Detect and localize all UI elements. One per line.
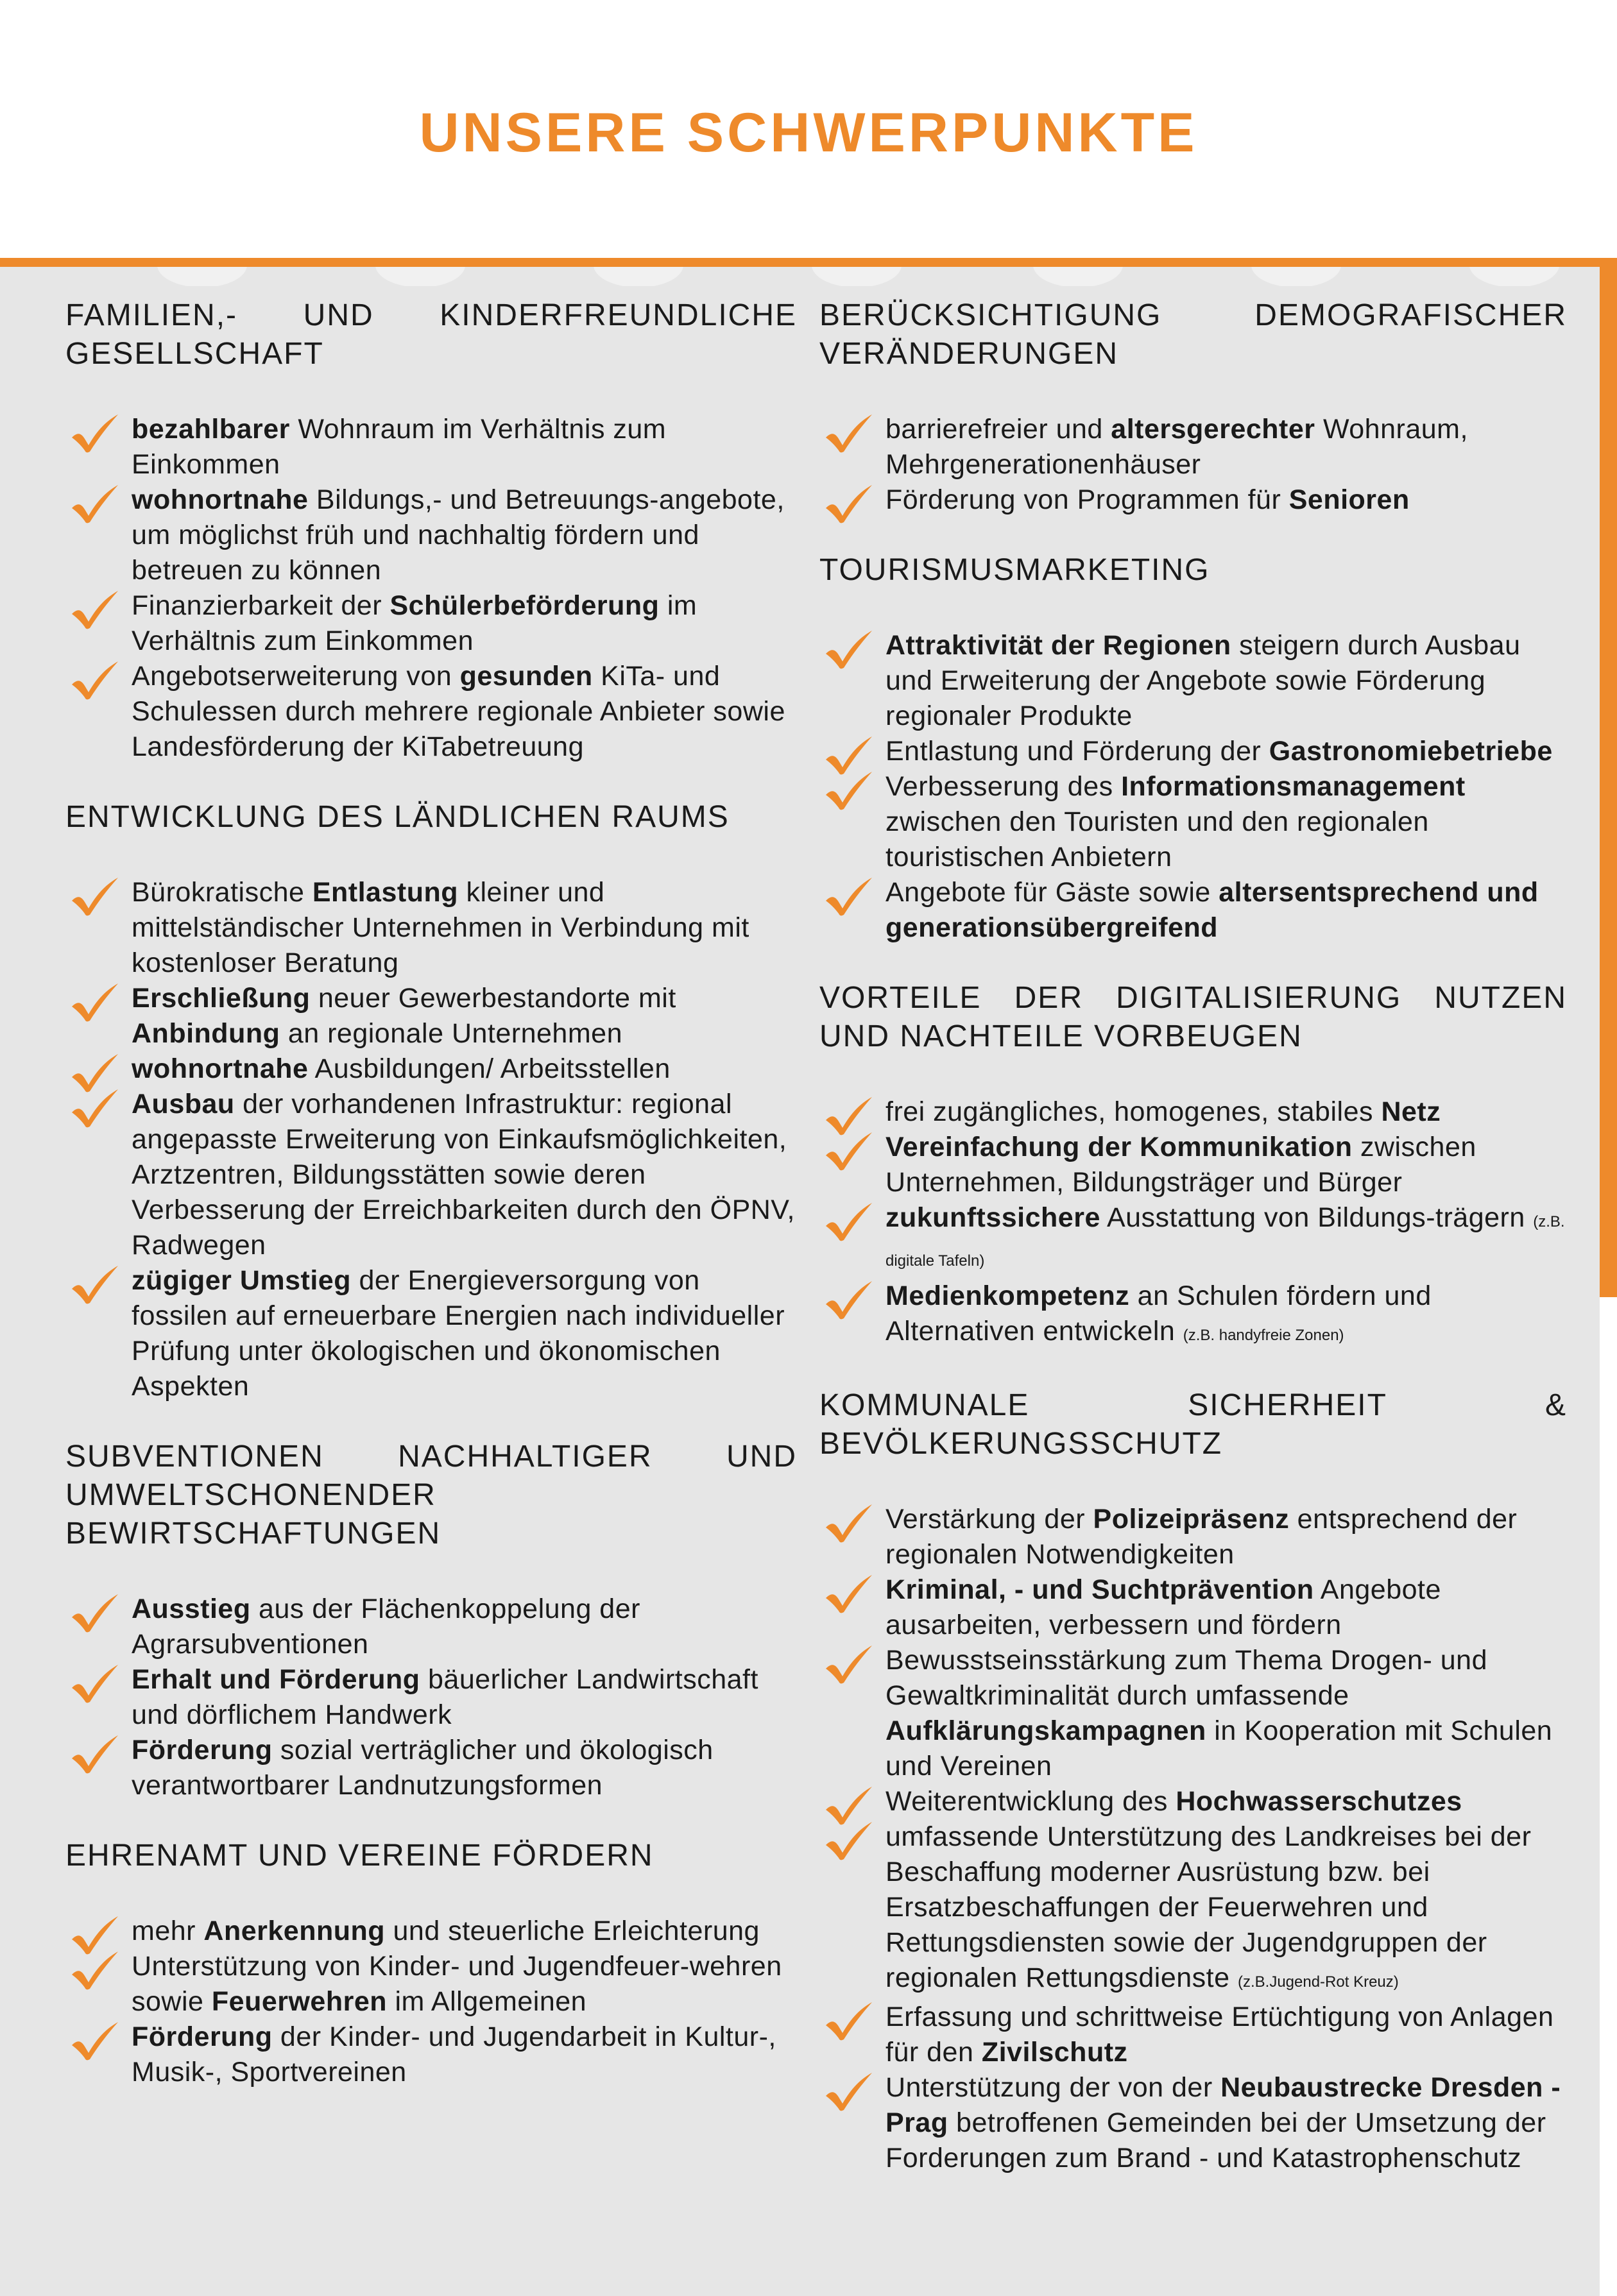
bullet-list [65, 412, 797, 765]
item-text: neuer Gewerbestandorte mit [310, 983, 676, 1014]
list-item [819, 1130, 1567, 1200]
item-text: Unterstützung von Kinder- und Jugendfeuer-wehren sowie [132, 1951, 782, 2017]
item-text: Medienkompetenz [886, 1280, 1130, 1311]
item-text: mehr [132, 1916, 204, 1946]
checkmark-icon [69, 1734, 121, 1774]
item-text: Erfassung und schrittweise Ertüchtigung von Anlagen für den [886, 2002, 1554, 2068]
list-item [65, 1263, 797, 1404]
bullet-list [819, 628, 1567, 946]
item-text: der Kinder- und Jugendarbeit in Kultur-, Musik-, Sportvereinen [132, 2021, 776, 2088]
item-text: barrierefreier und [886, 414, 1111, 445]
item-text: Weiterentwicklung des [886, 1786, 1176, 1817]
list-item [65, 1051, 797, 1087]
bullet-list [819, 412, 1567, 518]
item-text: kleiner und mittelständischer Unternehmen in Verbindung mit kostenloser Beratung [132, 877, 749, 978]
item-text: im Allgemeinen [387, 1986, 587, 2017]
item-text: Ausstieg [132, 1594, 251, 1624]
list-item [65, 1914, 797, 1949]
item-text: im Verhältnis zum Einkommen [132, 590, 697, 656]
item-text: der vorhandenen Infrastruktur: regional angepasste Erweiterung von Einkaufsmöglichkeiten, Arztzentren, Bildungsstätten sowie deren Verbesserung der Erreichbarkeiten durch den ÖPNV, Radwegen [132, 1089, 795, 1261]
item-text: (z.B. handyfreie Zonen) [1183, 1327, 1344, 1344]
item-text: Ausbau [132, 1089, 235, 1119]
item-text: steigern durch Ausbau und Erweiterung der Angebote sowie Förderung regionaler Produkte [886, 630, 1521, 731]
bullet-list [819, 1094, 1567, 1353]
list-item [819, 1200, 1567, 1279]
list-item [65, 1592, 797, 1662]
item-text: Zivilschutz [981, 2037, 1128, 2068]
checkmark-icon [69, 1663, 121, 1703]
item-text: Netz [1381, 1096, 1441, 1127]
section-title: FAMILIEN,- UND KINDERFREUNDLICHE GESELLSCHAFT [65, 298, 797, 371]
item-text: Verbesserung des [886, 771, 1122, 802]
checkmark-icon [823, 1644, 875, 1684]
item-text: Attraktivität der Regionen [886, 630, 1231, 661]
bullet-list [65, 875, 797, 1404]
item-text: bäuerlicher Landwirtschaft und dörflichem Handwerk [132, 1664, 758, 1730]
section [819, 551, 1567, 946]
list-item [819, 1643, 1567, 1784]
checkmark-icon [823, 484, 875, 523]
list-item [819, 1279, 1567, 1353]
checkmark-icon [823, 2071, 875, 2111]
section-title: TOURISMUSMARKETING [819, 553, 1210, 587]
item-text: zügiger Umstieg [132, 1265, 351, 1296]
checkmark-icon [69, 484, 121, 523]
item-text: Feuerwehren [211, 1986, 388, 2017]
item-text: Schülerbeförderung [389, 590, 660, 621]
item-text: Erhalt und Förderung [132, 1664, 420, 1695]
item-text: Erschließung [132, 983, 311, 1014]
item-text: an regionale Unternehmen [280, 1018, 622, 1049]
list-item [65, 1087, 797, 1263]
item-text: Förderung [132, 2021, 273, 2052]
section [819, 1386, 1567, 2176]
section-title: BERÜCKSICHTIGUNG DEMOGRAFISCHER VERÄNDERUNGEN [819, 298, 1567, 371]
section [65, 1837, 797, 2090]
item-text: und steuerliche Erleichterung [385, 1916, 760, 1946]
right-column [819, 296, 1567, 2209]
section [65, 1438, 797, 1803]
item-text: Bürokratische [132, 877, 312, 908]
checkmark-icon [69, 660, 121, 700]
bullet-list [65, 1592, 797, 1803]
list-item [819, 412, 1567, 482]
bullet-list [65, 1914, 797, 2090]
section [65, 296, 797, 765]
list-item [65, 981, 797, 1051]
item-text: Wohnraum, Mehrgenerationenhäuser [886, 414, 1468, 480]
item-text: Bewusstseinsstärkung zum Thema Drogen- und Gewaltkriminalität durch umfassende [886, 1645, 1487, 1711]
checkmark-icon [69, 2021, 121, 2061]
list-item [819, 2070, 1567, 2176]
list-item [819, 1572, 1567, 1643]
checkmark-icon [823, 629, 875, 669]
item-text: Angebote ausarbeiten, verbessern und fördern [886, 1574, 1441, 1640]
left-column [65, 296, 797, 2123]
item-text: Aufklärungskampagnen [886, 1715, 1206, 1746]
list-item [819, 1094, 1567, 1130]
item-text: zwischen Unternehmen, Bildungsträger und Bürger [886, 1132, 1476, 1198]
checkmark-icon [69, 982, 121, 1022]
list-item [65, 412, 797, 482]
checkmark-icon [823, 1280, 875, 1320]
decorative-bumps [0, 267, 1600, 286]
item-text: der Energieversorgung von fossilen auf erneuerbare Energien nach individueller Prüfung unter ökologischen und ökonomischen Aspekten [132, 1265, 785, 1402]
item-text: Neubaustrecke Dresden - Prag [886, 2072, 1561, 2138]
list-item [819, 769, 1567, 875]
checkmark-icon [69, 413, 121, 453]
section [819, 296, 1567, 518]
item-text: zwischen den Touristen und den regionalen touristischen Anbietern [886, 806, 1429, 872]
list-item [819, 875, 1567, 946]
item-text: Hochwasserschutzes [1176, 1786, 1462, 1817]
item-text: Polizeipräsenz [1093, 1504, 1290, 1535]
item-text: zukunftssichere [886, 1202, 1100, 1233]
item-text: (z.B. digitale Tafeln) [886, 1213, 1565, 1270]
checkmark-icon [69, 1264, 121, 1304]
checkmark-icon [823, 1131, 875, 1171]
item-text: in Kooperation mit Schulen und Vereinen [886, 1715, 1553, 1782]
list-item [819, 482, 1567, 518]
list-item [819, 1784, 1567, 1819]
checkmark-icon [69, 876, 121, 916]
item-text: entsprechend der regionalen Notwendigkeiten [886, 1504, 1518, 1570]
item-text: altersgerechter [1111, 414, 1315, 445]
item-text: Vereinfachung der Kommunikation [886, 1132, 1353, 1162]
list-item [65, 1733, 797, 1803]
list-item [65, 1949, 797, 2020]
item-text: Kriminal, - und Suchtprävention [886, 1574, 1314, 1605]
checkmark-icon [823, 1574, 875, 1613]
item-text: Senioren [1288, 484, 1410, 515]
item-text: Verstärkung der [886, 1504, 1093, 1535]
checkmark-icon [823, 1821, 875, 1860]
item-text: Bildungs,- und Betreuungs-angebote, um möglichst früh und nachhaltig fördern und betreuen zu können [132, 484, 785, 586]
item-text: sozial verträglicher und ökologisch verantwortbarer Landnutzungsformen [132, 1735, 714, 1801]
checkmark-icon [823, 770, 875, 810]
item-text: betroffenen Gemeinden bei der Umsetzung der Forderungen zum Brand - und Katastrophenschutz [886, 2107, 1546, 2173]
checkmark-icon [69, 1088, 121, 1128]
bullet-list [819, 1502, 1567, 2176]
item-text: umfassende Unterstützung des Landkreises bei der Beschaffung moderner Ausrüstung bzw. bei Ersatzbeschaffungen der Feuerwehren und Rettungsdiensten sowie der Jugendgruppen der regionalen Rettungsdienste [886, 1821, 1532, 1993]
item-text: Förderung von Programmen für [886, 484, 1289, 515]
item-text: Anerkennung [203, 1916, 386, 1946]
checkmark-icon [823, 2001, 875, 2041]
section-title: KOMMUNALE SICHERHEIT & BEVÖLKERUNGSSCHUTZ [819, 1388, 1567, 1461]
checkmark-icon [823, 1202, 875, 1241]
item-text: Gastronomiebetriebe [1269, 736, 1553, 767]
checkmark-icon [823, 413, 875, 453]
list-item [819, 628, 1567, 734]
checkmark-icon [823, 876, 875, 916]
item-text: Förderung [132, 1735, 273, 1765]
item-text: bezahlbarer [132, 414, 290, 445]
item-text: Ausbildungen/ Arbeitsstellen [308, 1053, 671, 1084]
section [819, 979, 1567, 1353]
item-text: Finanzierbarkeit der [132, 590, 390, 621]
item-text: frei zugängliches, homogenes, stabiles [886, 1096, 1382, 1127]
item-text: gesunden [459, 661, 593, 692]
item-text: wohnortnahe [132, 1053, 309, 1084]
section-title: EHRENAMT UND VEREINE FÖRDERN [65, 1839, 654, 1873]
list-item [819, 2000, 1567, 2070]
list-item [819, 734, 1567, 769]
checkmark-icon [69, 1593, 121, 1633]
item-text: an Schulen fördern und Alternativen entwickeln [886, 1280, 1432, 1347]
section-title: VORTEILE DER DIGITALISIERUNG NUTZEN UND NACHTEILE VORBEUGEN [819, 981, 1567, 1053]
list-item [65, 1662, 797, 1733]
list-item [65, 588, 797, 659]
checkmark-icon [69, 590, 121, 629]
item-text: Unterstützung der von der [886, 2072, 1221, 2103]
item-text: (z.B.Jugend-Rot Kreuz) [1237, 1973, 1399, 1991]
section [65, 798, 797, 1404]
item-text: Angebote für Gäste sowie [886, 877, 1219, 908]
list-item [65, 2020, 797, 2090]
list-item [65, 875, 797, 981]
section-title: SUBVENTIONEN NACHHALTIGER UND UMWELTSCHONENDER BEWIRTSCHAFTUNGEN [65, 1440, 797, 1551]
accent-bar-top [0, 258, 1617, 267]
page-title: UNSERE SCHWERPUNKTE [419, 102, 1198, 164]
item-text: Entlastung und Förderung der [886, 736, 1269, 767]
checkmark-icon [69, 1950, 121, 1990]
item-text: Angebotserweiterung von [132, 661, 460, 692]
item-text: KiTa- und Schulessen durch mehrere regionale Anbieter sowie Landesförderung der KiTabetreuung [132, 661, 785, 762]
item-text: Entlastung [312, 877, 459, 908]
item-text: Wohnraum im Verhältnis zum Einkommen [132, 414, 667, 480]
item-text: Anbindung [132, 1018, 280, 1049]
checkmark-icon [823, 1503, 875, 1543]
item-text: Ausstattung von Bildungs-trägern [1100, 1202, 1534, 1233]
section-title: ENTWICKLUNG DES LÄNDLICHEN RAUMS [65, 800, 730, 834]
accent-bar-right [1600, 258, 1617, 1297]
list-item [819, 1819, 1567, 2000]
item-text: Informationsmanagement [1121, 771, 1466, 802]
list-item [819, 1502, 1567, 1572]
item-text: aus der Flächenkoppelung der Agrarsubventionen [132, 1594, 640, 1660]
item-text: altersentsprechend und generationsübergreifend [886, 877, 1539, 943]
list-item [65, 482, 797, 588]
item-text: wohnortnahe [132, 484, 309, 515]
list-item [65, 659, 797, 765]
